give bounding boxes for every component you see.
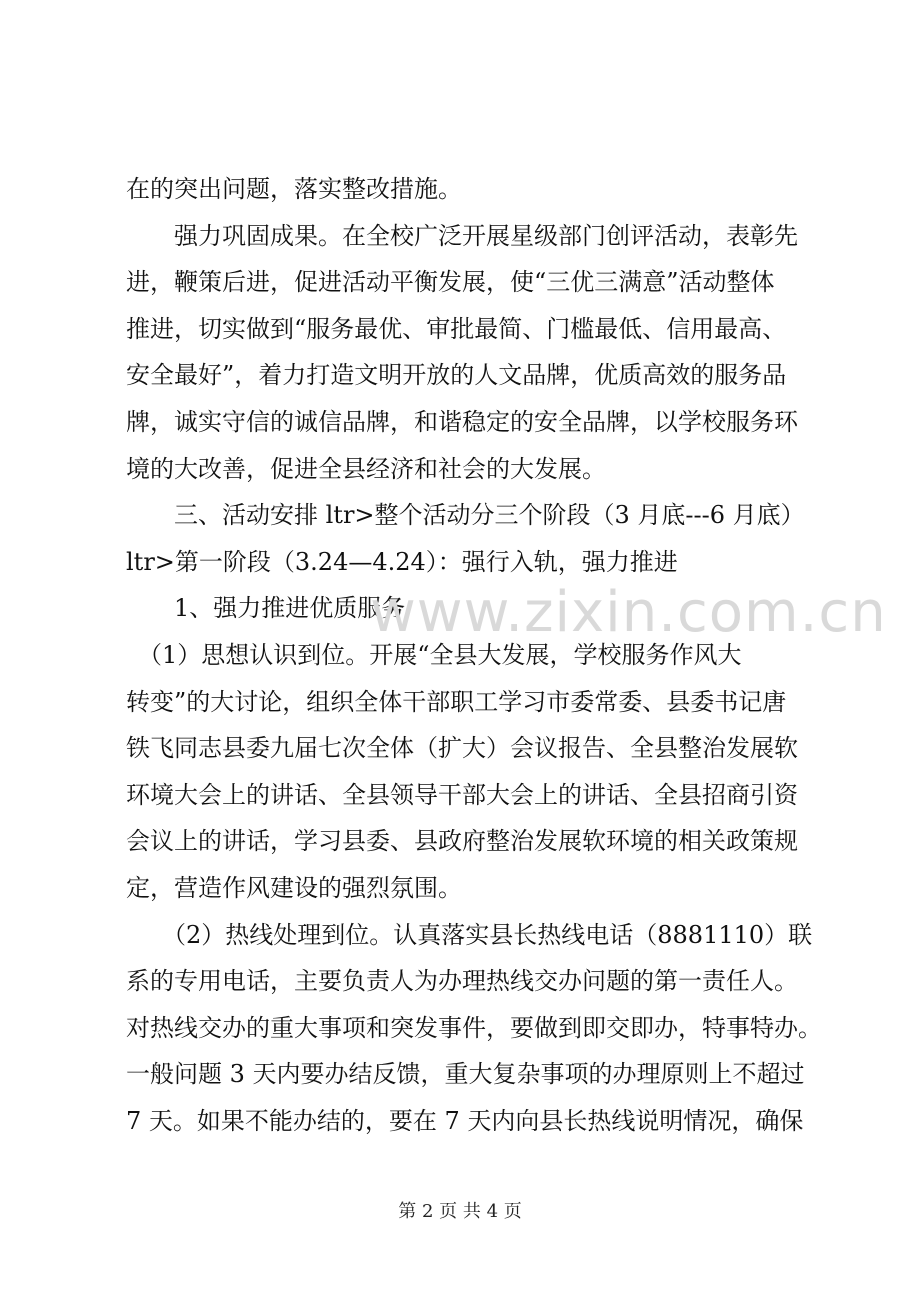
text-line-13: 铁飞同志县委九届七次全体（扩大）会议报告、全县整治发展软 [126, 734, 798, 763]
text-line-8: 三、活动安排 ltr>整个活动分三个阶段（3 月底---6 月底） [126, 501, 805, 530]
body-text [126, 166, 822, 1144]
text-line-20: 一般问题 3 天内要办结反馈，重大复杂事项的办理原则上不超过 [126, 1060, 805, 1089]
text-line-6: 牌，诚实守信的诚信品牌，和谐稳定的安全品牌，以学校服务环 [126, 407, 798, 436]
text-line-14: 环境大会上的讲话、全县领导干部大会上的讲话、全县招商引资 [126, 780, 798, 809]
text-line-5: 安全最好”，着力打造文明开放的人文品牌，优质高效的服务品 [126, 361, 787, 390]
page-footer: 第 2 页 共 4 页 [398, 1201, 522, 1222]
text-line-4: 推进，切实做到“服务最优、审批最简、门槛最低、信用最高、 [126, 314, 787, 343]
text-line-11: （1）思想认识到位。开展“全县大发展，学校服务作风大 [126, 640, 742, 669]
text-line-10: 1、强力推进优质服务 [126, 594, 406, 623]
text-line-21: 7 天。如果不能办结的，要在 7 天内向县长热线说明情况，确保 [126, 1106, 804, 1135]
text-line-1: 在的突出问题，落实整改措施。 [126, 175, 462, 203]
text-line-7: 境的大改善，促进全县经济和社会的大发展。 [126, 454, 606, 483]
text-line-17: （2）热线处理到位。认真落实县长热线电话（8881110）联 [126, 920, 813, 949]
text-line-2: 强力巩固成果。在全校广泛开展星级部门创评活动，表彰先 [126, 221, 798, 250]
text-line-18: 系的专用电话，主要负责人为办理热线交办问题的第一责任人。 [126, 967, 798, 996]
text-line-9: ltr>第一阶段（3.24—4.24）：强行入轨，强力推进 [126, 547, 678, 576]
text-line-12: 转变”的大讨论，组织全体干部职工学习市委常委、县委书记唐 [126, 687, 787, 716]
text-line-3: 进，鞭策后进，促进活动平衡发展，使“三优三满意”活动整体 [126, 268, 775, 297]
text-line-19: 对热线交办的重大事项和突发事件，要做到即交即办，特事特办。 [126, 1013, 822, 1042]
watermark: www.zixin.com.cn [370, 580, 887, 645]
text-line-16: 定，营造作风建设的强烈氛围。 [126, 873, 462, 902]
text-line-15: 会议上的讲话，学习县委、县政府整治发展软环境的相关政策规 [126, 827, 798, 856]
